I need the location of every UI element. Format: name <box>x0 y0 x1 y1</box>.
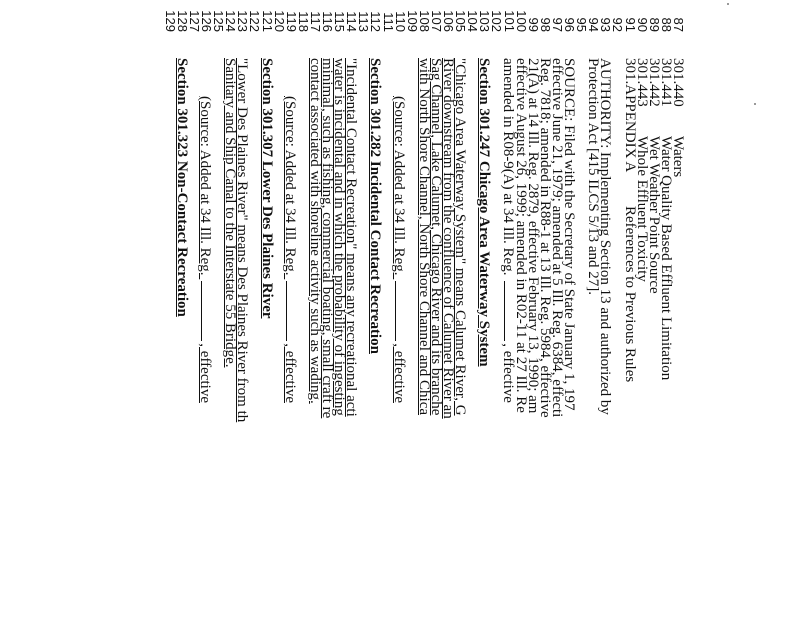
document-line <box>390 0 408 618</box>
document-line <box>296 0 310 618</box>
line-number: 129 <box>162 10 178 32</box>
line-text: Reg. 7818; amended in R88-1 at 13 Ill. Reg. 5984, effective <box>536 58 553 418</box>
line-number: 120 <box>271 10 287 32</box>
line-number: 90 <box>634 17 650 32</box>
line-number: 91 <box>622 17 638 32</box>
line-text: minimal, such as fishing, commercial boating, small craft re <box>319 58 336 419</box>
line-number: 93 <box>598 17 614 32</box>
line-number: 124 <box>223 10 239 32</box>
section-title: Waters <box>670 136 686 178</box>
line-number: 94 <box>586 17 602 32</box>
line-text: "Chicago Area Waterway System" means Calumet River, G <box>452 58 469 416</box>
line-text <box>623 58 637 382</box>
source-suffix: , effective <box>197 343 214 403</box>
line-number: 123 <box>235 10 251 32</box>
line-text: effective August 26, 1999; amended in R02-11 at 27 Ill. Re <box>512 58 529 413</box>
line-number: 126 <box>199 10 215 32</box>
document-line <box>477 0 491 618</box>
line-text: effective June 21, 1979; amended at 5 Ill. Reg. 6384, effecti <box>549 58 565 418</box>
document-line <box>175 0 189 618</box>
section-code: 301.APPENDIX A <box>621 58 638 173</box>
line-number: 107 <box>429 10 444 32</box>
line-number: 104 <box>465 10 481 32</box>
section-heading: Section 301.247 Chicago Area Waterway System <box>476 58 493 367</box>
line-text: 21(A) at 14 Ill. Reg. 2879, effective February 13, 1990; am <box>524 58 541 414</box>
source-prefix: (Source: Added at 34 Ill. Reg. <box>197 96 214 280</box>
line-text: with North Shore Channel, North Shore Channel and Chica <box>415 58 432 416</box>
section-title: Wet Weather Point Source <box>645 136 662 294</box>
section-title: Water Quality Based Effluent Limitation <box>657 136 674 381</box>
document-line <box>211 0 225 618</box>
blank-rule <box>504 281 516 341</box>
line-text: contact associated with shoreline activity such as wading. <box>307 58 323 404</box>
blank-rule <box>201 281 213 341</box>
scan-speck <box>754 103 756 105</box>
document-line <box>405 0 419 618</box>
section-code: 301.443 <box>633 58 650 107</box>
source-suffix: , effective <box>390 343 407 403</box>
line-number: 92 <box>610 17 626 32</box>
line-number: 106 <box>441 10 457 32</box>
line-text: SOURCE: Filed with the Secretary of State January 1, 197 <box>561 58 578 411</box>
source-suffix: , effective <box>281 343 298 403</box>
document-line <box>369 0 383 618</box>
line-number: 101 <box>501 10 517 32</box>
scan-speck <box>727 3 729 5</box>
line-number: 89 <box>646 17 662 32</box>
line-number: 118 <box>295 11 311 32</box>
document-line <box>260 0 274 618</box>
line-number: 115 <box>332 11 348 32</box>
blank-rule <box>395 281 407 341</box>
line-number: 112 <box>368 11 384 32</box>
section-title: References to Previous Rules <box>621 206 638 383</box>
source-prefix: amended in R08-9(A) at 34 Ill. Reg. <box>499 58 516 280</box>
line-text: Protection Act [415 ILCS 5/13 and 27]. <box>585 58 602 296</box>
line-number: 121 <box>259 10 275 32</box>
document-line <box>417 0 431 618</box>
line-number: 97 <box>550 17 565 32</box>
line-number: 119 <box>283 11 299 32</box>
source-suffix: , effective <box>499 343 516 403</box>
line-number: 122 <box>247 10 263 32</box>
line-number: 109 <box>404 10 420 32</box>
section-title: Whole Effluent Toxicity <box>633 136 650 282</box>
section-code: 301.441 <box>657 58 674 107</box>
line-text: AUTHORITY: Implementing Section 13 and authorized by <box>597 58 614 415</box>
line-number: 103 <box>477 10 493 32</box>
line-number: 95 <box>574 17 590 32</box>
line-number: 99 <box>525 17 541 32</box>
line-number: 105 <box>453 10 469 32</box>
line-text: River downstream from the confluence of Calumet River an <box>440 58 457 419</box>
line-number: 117 <box>308 11 323 32</box>
line-number: 96 <box>562 17 578 32</box>
document-line <box>514 0 528 618</box>
document-line <box>281 0 299 618</box>
line-number: 98 <box>537 17 553 32</box>
line-text: "Lower Des Plaines River" means Des Plaines River from th <box>234 58 251 423</box>
blank-rule <box>286 281 298 341</box>
document-line <box>199 0 213 618</box>
line-number: 108 <box>416 10 432 32</box>
section-heading: Section 301.307 Lower Des Plaines River <box>258 58 275 319</box>
line-number: 128 <box>174 10 190 32</box>
line-text: "Incidental Contact Recreation" means any recreational acti <box>343 58 360 417</box>
section-heading: Section 301.323 Non-Contact Recreation <box>173 58 190 317</box>
section-code: 301.440 <box>670 58 686 107</box>
line-number: 113 <box>356 11 372 32</box>
line-number: 102 <box>489 10 505 32</box>
line-text: Sag Channel, Lake Calumet, Chicago River and its branche <box>428 58 444 416</box>
document-line <box>623 0 637 618</box>
line-number: 114 <box>344 11 360 32</box>
line-number: 110 <box>392 11 408 32</box>
document-line <box>586 0 600 618</box>
line-number: 87 <box>671 17 686 32</box>
section-heading: Section 301.282 Incidental Contact Recreation <box>367 58 384 354</box>
line-number: 116 <box>320 11 336 32</box>
line-number: 88 <box>658 17 674 32</box>
document-line <box>499 0 517 618</box>
line-number: 125 <box>211 10 227 32</box>
section-code: 301.442 <box>645 58 662 107</box>
line-text: Sanitary and Ship Canal to the Interstate 55 Bridge. <box>222 58 239 368</box>
line-text: water is incidental and in which the probability of ingesting <box>331 58 348 416</box>
line-number: 127 <box>187 10 202 32</box>
document-line <box>223 0 237 618</box>
source-prefix: (Source: Added at 34 Ill. Reg. <box>281 96 298 280</box>
line-number: 100 <box>513 10 529 32</box>
document-line <box>308 0 322 618</box>
line-number: 111 <box>380 12 396 32</box>
document-line <box>163 0 177 618</box>
source-prefix: (Source: Added at 34 Ill. Reg. <box>390 96 407 280</box>
